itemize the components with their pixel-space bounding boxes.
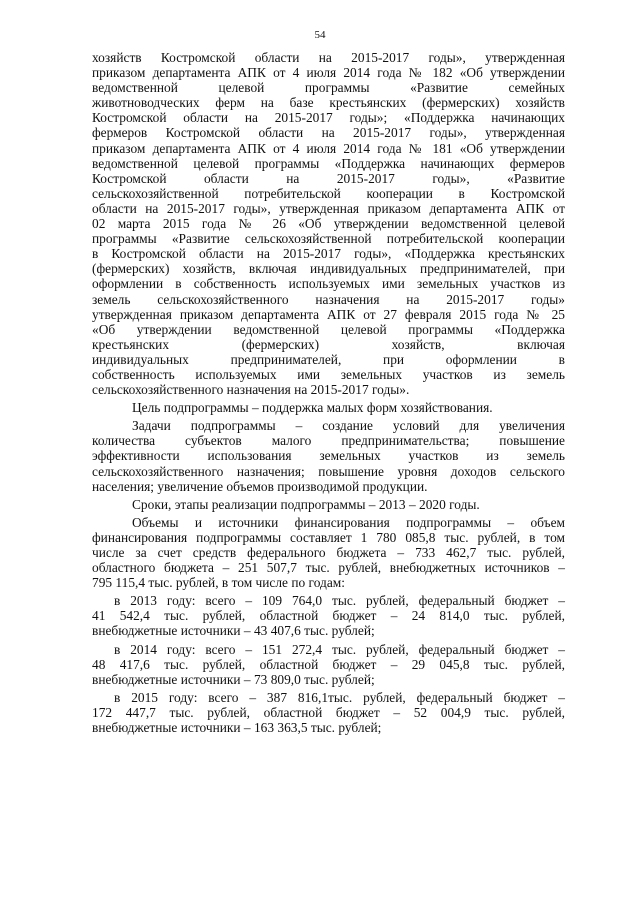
text-line: внебюджетные источники – 163 363,5 тыс. рублей; bbox=[92, 720, 382, 736]
text-line: в Костромской области на 2015-2017 годы», «Поддержка крестьянских bbox=[92, 246, 565, 262]
text-line: Задачи подпрограммы – создание условий для увеличения bbox=[132, 418, 565, 434]
text-line: фермеров Костромской области на 2015-2017 годы», утвержденная bbox=[92, 125, 565, 141]
text-line: «Об утверждении ведомственной целевой программы «Поддержка bbox=[92, 321, 565, 337]
page-number: 54 bbox=[314, 29, 326, 41]
text-line: населения; увеличение объемов производимой продукции. bbox=[92, 478, 428, 494]
text-line: земель сельскохозяйственного назначения на 2015-2017 годы» bbox=[92, 291, 565, 307]
text-line: приказом департамента АПК от 4 июля 2014 года № 181 «Об утверждении bbox=[92, 140, 565, 156]
text-line: сельскохозяйственной потребительской кооперации в Костромской bbox=[92, 185, 565, 201]
text-line: 172 447,7 тыс. рублей, областной бюджет – 52 004,9 тыс. рублей, bbox=[92, 704, 565, 720]
text-line: в 2014 году: всего – 151 272,4 тыс. рублей, федеральный бюджет – bbox=[114, 641, 565, 657]
text-line: Сроки, этапы реализации подпрограммы – 2013 – 2020 годы. bbox=[132, 496, 480, 512]
text-line: крестьянских (фермерских) хозяйств, включая bbox=[92, 336, 565, 352]
text-line: числе за счет средств федерального бюджета – 733 462,7 тыс. рублей, bbox=[92, 545, 565, 560]
text-line: сельскохозяйственного назначения; повышение уровня доходов сельского bbox=[92, 463, 565, 479]
text-line: Костромской области на 2015-2017 годы», «Развитие bbox=[92, 170, 565, 186]
text-line: эффективности использования земельных участков из земель bbox=[92, 448, 565, 464]
text-line: 41 542,4 тыс. рублей, областной бюджет – 24 814,0 тыс. рублей, bbox=[92, 608, 565, 624]
text-line: Объемы и источники финансирования подпрограммы – объем bbox=[132, 514, 565, 530]
text-line: внебюджетные источники – 43 407,6 тыс. рублей; bbox=[92, 623, 375, 639]
text-line: в 2015 году: всего – 387 816,1тыс. рублей, федеральный бюджет – bbox=[114, 689, 565, 705]
text-line: внебюджетные источники – 73 809,0 тыс. рублей; bbox=[92, 671, 375, 687]
text-line: Костромской области на 2015-2017 годы»; «Поддержка начинающих bbox=[92, 110, 565, 126]
text-line: Цель подпрограммы – поддержка малых форм хозяйствования. bbox=[132, 400, 493, 416]
text-line: 48 417,6 тыс. рублей, областной бюджет – 29 045,8 тыс. рублей, bbox=[92, 656, 565, 672]
text-line: 02 марта 2015 года № 26 «Об утверждении ведомственной целевой bbox=[92, 216, 565, 232]
body-text bbox=[92, 50, 565, 735]
text-line: приказом департамента АПК от 4 июля 2014 года № 182 «Об утверждении bbox=[92, 65, 565, 81]
text-line: индивидуальных предпринимателей, при оформлении в bbox=[92, 351, 565, 367]
text-line: областного бюджета – 251 507,7 тыс. рублей, внебюджетных источников – bbox=[92, 560, 565, 576]
text-line: ведомственной целевой программы «Поддержка начинающих фермеров bbox=[92, 155, 565, 171]
text-line: собственность используемых ими земельных участков из земель bbox=[92, 366, 565, 382]
text-line: утвержденная приказом департамента АПК от 27 февраля 2015 года № 25 bbox=[92, 306, 565, 322]
text-line: 795 115,4 тыс. рублей, в том числе по годам: bbox=[92, 575, 345, 591]
text-line: хозяйств Костромской области на 2015-2017 годы», утвержденная bbox=[92, 50, 565, 65]
text-line: ведомственной целевой программы «Развитие семейных bbox=[92, 80, 565, 96]
text-line: в 2013 году: всего – 109 764,0 тыс. рублей, федеральный бюджет – bbox=[114, 593, 565, 609]
text-line: сельскохозяйственного назначения на 2015-2017 годы». bbox=[92, 382, 410, 398]
text-line: программы «Развитие сельскохозяйственной потребительской кооперации bbox=[92, 231, 565, 247]
text-line: количества субъектов малого предпринимательства; повышение bbox=[92, 433, 565, 449]
text-line: (фермерских) хозяйств, включая индивидуальных предпринимателей, при bbox=[92, 261, 565, 277]
text-line: финансирования подпрограммы составляет 1 780 085,8 тыс. рублей, в том bbox=[92, 529, 565, 545]
text-line: области на 2015-2017 годы», утвержденная приказом департамента АПК от bbox=[92, 200, 565, 216]
text-line: оформлении в собственность используемых ими земельных участков из bbox=[92, 276, 565, 292]
text-line: животноводческих ферм на базе крестьянских (фермерских) хозяйств bbox=[92, 95, 565, 111]
